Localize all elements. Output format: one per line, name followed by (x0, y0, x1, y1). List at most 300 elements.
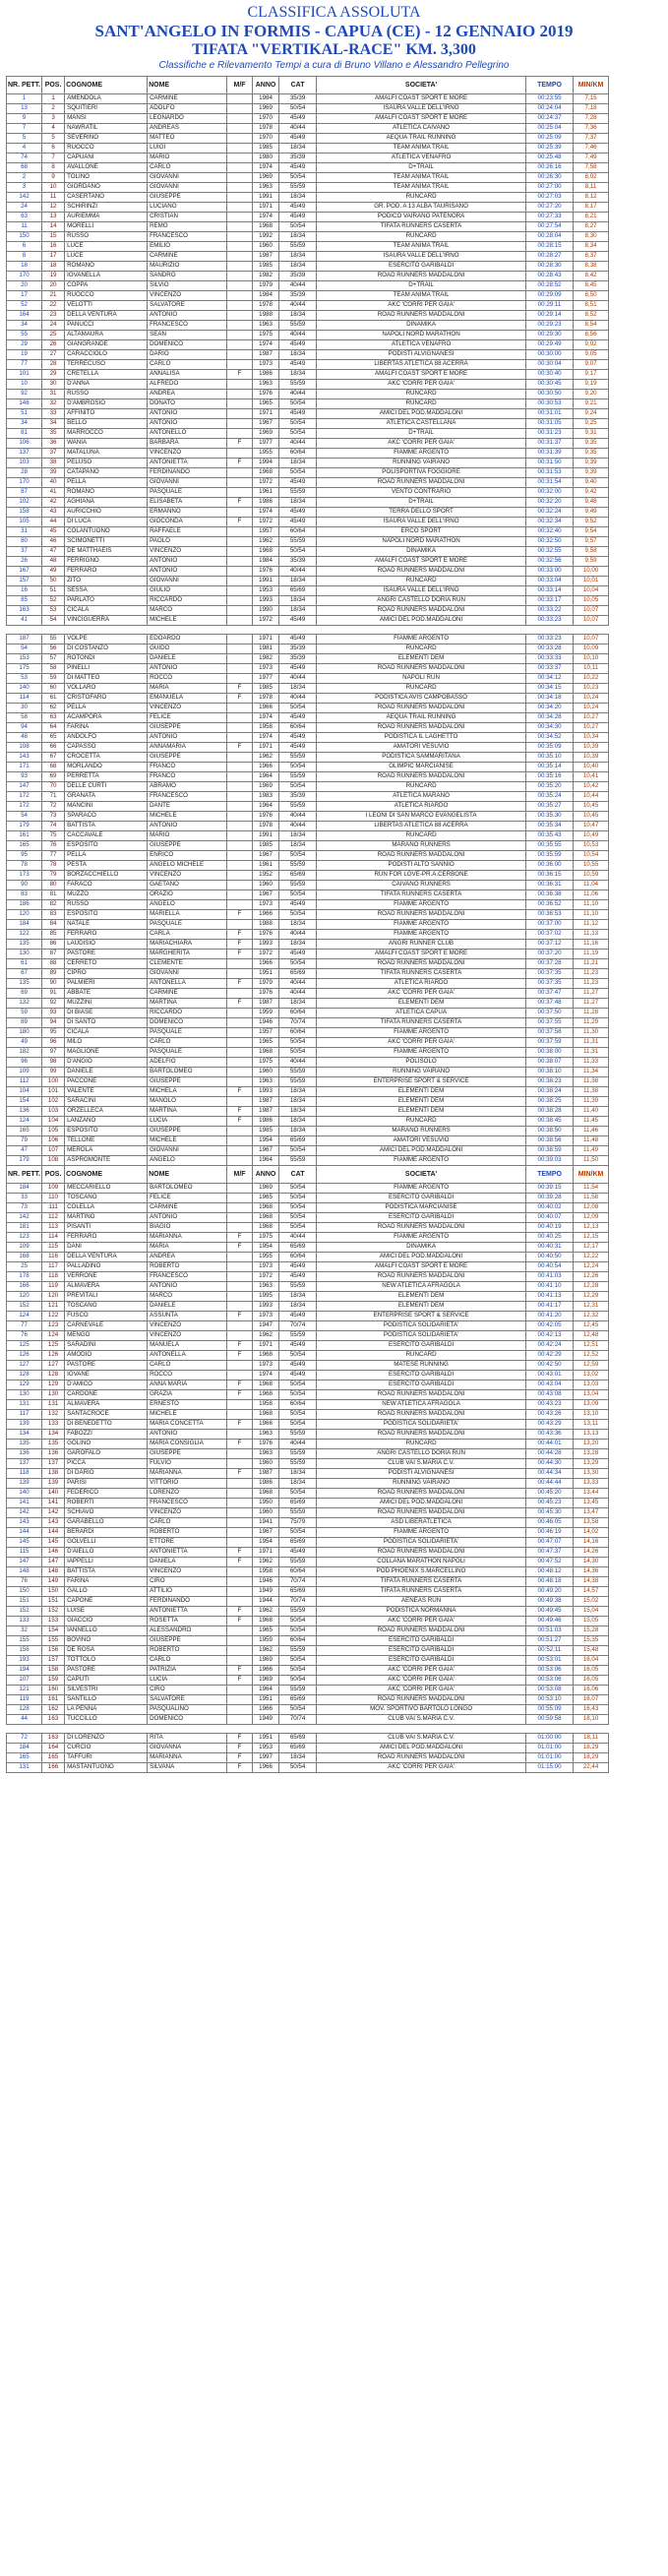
cell-anno: 1966 (253, 1705, 279, 1715)
cell-minkm: 9,20 (574, 390, 609, 399)
table-row (7, 979, 609, 989)
cell-pos: 157 (42, 1656, 65, 1666)
cell-cognome: SPARACO (65, 812, 148, 822)
column-header-pos: POS. (42, 1166, 65, 1184)
cell-pos: 35 (42, 429, 65, 439)
cell-cat: 65/69 (279, 1538, 317, 1548)
cell-nr: 146 (7, 399, 42, 409)
cell-societa: AKC 'CORRI PER GAIA' (317, 989, 526, 999)
table-row (7, 989, 609, 999)
cell-mf (227, 900, 253, 910)
cell-anno: 1974 (253, 713, 279, 723)
cell-nome: EMILIO (148, 242, 227, 252)
table-row (7, 704, 609, 713)
cell-anno: 1958 (253, 723, 279, 733)
cell-societa: PODICO VAIRANO PATENORA (317, 213, 526, 222)
cell-cat: 50/54 (279, 1666, 317, 1676)
cell-pos: 17 (42, 252, 65, 262)
cell-anno: 1961 (253, 488, 279, 498)
cell-anno: 1974 (253, 163, 279, 173)
cell-cognome: NATALE (65, 920, 148, 930)
cell-tempo: 00:53:06 (526, 1676, 574, 1686)
cell-tempo: 00:43:29 (526, 1420, 574, 1430)
cell-societa: ESERCITO GARIBALDI (317, 1656, 526, 1666)
cell-societa: CLUB VAI S.MARIA C.V. (317, 1459, 526, 1469)
cell-nome: MARIA (148, 684, 227, 694)
cell-cognome: ROMANO (65, 488, 148, 498)
cell-cat: 45/49 (279, 733, 317, 743)
cell-tempo: 00:28:27 (526, 252, 574, 262)
cell-anno: 1941 (253, 1518, 279, 1528)
cell-cognome: CASERTANO (65, 193, 148, 203)
cell-societa: CLUB VAI S.MARIA C.V. (317, 1715, 526, 1725)
cell-mf (227, 301, 253, 311)
table-row (7, 1097, 609, 1107)
cell-minkm: 9,39 (574, 468, 609, 478)
table-row (7, 1558, 609, 1567)
cell-nr: 58 (7, 713, 42, 723)
cell-tempo: 00:27:54 (526, 222, 574, 232)
cell-minkm: 13,58 (574, 1518, 609, 1528)
cell-societa: PODISTICA IL LAGHETTO (317, 733, 526, 743)
cell-pos: 36 (42, 439, 65, 449)
cell-pos: 159 (42, 1676, 65, 1686)
cell-nr: 130 (7, 950, 42, 959)
page-title: CLASSIFICA ASSOLUTA (247, 4, 421, 21)
cell-mf (227, 1705, 253, 1715)
cell-nr: 182 (7, 1048, 42, 1058)
cell-nome: FRANCESCO (148, 321, 227, 331)
cell-cognome: COLELLA (65, 1203, 148, 1213)
cell-minkm: 13,04 (574, 1390, 609, 1400)
cell-societa: TEAM ANIMA TRAIL (317, 173, 526, 183)
cell-societa: ATLETICA CAIVANO (317, 124, 526, 134)
column-header-cat: CAT (279, 77, 317, 94)
cell-societa: ELEMENTI DEM (317, 1292, 526, 1302)
cell-cognome: ROMANO (65, 262, 148, 272)
cell-societa: RUNCARD (317, 782, 526, 792)
cell-societa: AEQUA TRAIL RUNNING (317, 134, 526, 144)
cell-cognome: SCIMONETTI (65, 537, 148, 547)
cell-minkm: 11,16 (574, 940, 609, 950)
cell-mf (227, 654, 253, 664)
cell-nome: GIUSEPPE (148, 1449, 227, 1459)
cell-pos: 86 (42, 940, 65, 950)
cell-cat: 50/54 (279, 429, 317, 439)
cell-minkm: 9,54 (574, 527, 609, 537)
table-row (7, 1077, 609, 1087)
table-row (7, 1440, 609, 1449)
table-row (7, 1018, 609, 1028)
cell-anno: 1965 (253, 1194, 279, 1203)
cell-minkm: 12,08 (574, 1203, 609, 1213)
table-row (7, 104, 609, 114)
cell-nr: 76 (7, 1331, 42, 1341)
cell-minkm: 12,32 (574, 1312, 609, 1321)
cell-tempo: 00:28:04 (526, 232, 574, 242)
cell-societa: RUNCARD (317, 644, 526, 654)
cell-cat: 45/49 (279, 713, 317, 723)
cell-nr: 109 (7, 1068, 42, 1077)
cell-tempo: 00:43:01 (526, 1371, 574, 1380)
cell-anno: 1958 (253, 1400, 279, 1410)
cell-anno: 1995 (253, 1292, 279, 1302)
table-row (7, 409, 609, 419)
cell-cognome: TAFFURI (65, 1753, 148, 1763)
cell-societa: TEAM ANIMA TRAIL (317, 183, 526, 193)
cell-societa: ESERCITO GARIBALDI (317, 1636, 526, 1646)
cell-societa: TERRA DELLO SPORT (317, 508, 526, 518)
cell-anno: 1971 (253, 743, 279, 753)
cell-pos: 94 (42, 1018, 65, 1028)
cell-minkm: 13,20 (574, 1440, 609, 1449)
table-row (7, 890, 609, 900)
cell-anno: 1960 (253, 1068, 279, 1077)
cell-minkm: 10,10 (574, 654, 609, 664)
cell-cat: 45/49 (279, 1262, 317, 1272)
cell-tempo: 00:36:52 (526, 900, 574, 910)
cell-cat: 18/34 (279, 459, 317, 468)
cell-cat: 45/49 (279, 900, 317, 910)
cell-cognome: GOLVELLI (65, 1538, 148, 1548)
cell-nome: MICHELE (148, 812, 227, 822)
cell-minkm: 12,31 (574, 1302, 609, 1312)
cell-minkm: 10,05 (574, 596, 609, 606)
cell-societa: ROAD RUNNERS MADDALONI (317, 723, 526, 733)
cell-societa: ROAD RUNNERS MADDALONI (317, 910, 526, 920)
cell-cognome: LUISE (65, 1607, 148, 1617)
cell-nome: VINCENZO (148, 1331, 227, 1341)
cell-tempo: 00:42:24 (526, 1341, 574, 1351)
cell-nome: BARBARA (148, 439, 227, 449)
table-row (7, 1459, 609, 1469)
cell-cat: 18/34 (279, 350, 317, 360)
cell-tempo: 00:31:37 (526, 439, 574, 449)
cell-societa: AKC 'CORRI PER GAIA' (317, 439, 526, 449)
cell-nome: ANTONIO (148, 664, 227, 674)
cell-minkm: 8,27 (574, 222, 609, 232)
cell-cognome: FARACO (65, 881, 148, 890)
cell-cognome: RUSSO (65, 232, 148, 242)
cell-tempo: 00:48:18 (526, 1577, 574, 1587)
cell-cat: 35/39 (279, 644, 317, 654)
cell-societa: ATLETICA VENAFRO (317, 340, 526, 350)
cell-pos: 164 (42, 1744, 65, 1753)
cell-cat: 50/54 (279, 1038, 317, 1048)
cell-pos: 163 (42, 1734, 65, 1744)
cell-cognome: COPPA (65, 281, 148, 291)
table-row (7, 1636, 609, 1646)
cell-minkm: 9,48 (574, 498, 609, 508)
cell-minkm: 11,45 (574, 1117, 609, 1127)
cell-societa: ROAD RUNNERS MADDALONI (317, 1410, 526, 1420)
cell-cat: 55/59 (279, 1558, 317, 1567)
cell-minkm: 10,54 (574, 851, 609, 861)
cell-anno: 1985 (253, 841, 279, 851)
cell-anno: 1972 (253, 478, 279, 488)
cell-nome: GUIDO (148, 644, 227, 654)
column-header-nome: NOME (148, 77, 227, 94)
table-row (7, 1331, 609, 1341)
cell-cat: 50/54 (279, 1528, 317, 1538)
cell-tempo: 00:33:28 (526, 644, 574, 654)
table-row (7, 1048, 609, 1058)
cell-pos: 19 (42, 272, 65, 281)
cell-mf (227, 390, 253, 399)
cell-minkm: 11,06 (574, 890, 609, 900)
cell-minkm: 13,13 (574, 1430, 609, 1440)
cell-pos: 33 (42, 409, 65, 419)
cell-tempo: 00:43:23 (526, 1400, 574, 1410)
table-row (7, 1686, 609, 1695)
cell-nome: ANDREA (148, 390, 227, 399)
column-header-tempo: TEMPO (526, 77, 574, 94)
cell-cognome: MATALUNA (65, 449, 148, 459)
cell-minkm: 8,21 (574, 213, 609, 222)
cell-cognome: SCHIAVO (65, 1508, 148, 1518)
cell-nome: LUCIANO (148, 203, 227, 213)
cell-cognome: FERRARO (65, 1233, 148, 1243)
cell-pos: 93 (42, 1009, 65, 1018)
cell-minkm: 9,02 (574, 340, 609, 350)
cell-mf (227, 1538, 253, 1548)
cell-nr: 184 (7, 920, 42, 930)
cell-mf (227, 409, 253, 419)
cell-tempo: 00:41:13 (526, 1292, 574, 1302)
column-header-minkm: MIN/KM (574, 77, 609, 94)
cell-nr: 103 (7, 459, 42, 468)
cell-nome: GRAZIA (148, 1390, 227, 1400)
cell-mf (227, 1203, 253, 1213)
cell-mf: F (227, 1087, 253, 1097)
cell-pos: 24 (42, 321, 65, 331)
cell-cognome: BELLO (65, 419, 148, 429)
cell-nr: 153 (7, 654, 42, 664)
cell-nr: 152 (7, 1607, 42, 1617)
cell-societa: FIAMME ARGENTO (317, 1184, 526, 1194)
cell-pos: 91 (42, 989, 65, 999)
cell-pos: 79 (42, 871, 65, 881)
cell-cognome: GAROFALO (65, 1449, 148, 1459)
cell-minkm: 8,51 (574, 301, 609, 311)
cell-minkm: 12,59 (574, 1361, 609, 1371)
cell-cognome: DI MATTEO (65, 674, 148, 684)
cell-minkm: 8,11 (574, 183, 609, 193)
cell-societa: ESERCITO GARIBALDI (317, 1341, 526, 1351)
cell-cat: 50/54 (279, 1351, 317, 1361)
cell-mf (227, 1097, 253, 1107)
cell-nome: CARMINE (148, 252, 227, 262)
cell-nr: 142 (7, 1213, 42, 1223)
cell-nr: 143 (7, 753, 42, 763)
cell-minkm: 8,45 (574, 281, 609, 291)
cell-societa: PODISTICA NORMANNA (317, 1607, 526, 1617)
cell-mf (227, 861, 253, 871)
cell-mf (227, 1156, 253, 1166)
table-row (7, 772, 609, 782)
table-row (7, 959, 609, 969)
cell-nome: MARCO (148, 1292, 227, 1302)
cell-anno: 1978 (253, 124, 279, 134)
cell-minkm: 14,38 (574, 1577, 609, 1587)
cell-cognome: PALLADINO (65, 1262, 148, 1272)
cell-cognome: ALMAVERA (65, 1400, 148, 1410)
cell-anno: 1962 (253, 1607, 279, 1617)
table-row (7, 1499, 609, 1508)
cell-mf (227, 1567, 253, 1577)
cell-societa: AMALFI COAST SPORT E MORE (317, 114, 526, 124)
cell-cognome: MEROLA (65, 1146, 148, 1156)
cell-cat: 45/49 (279, 508, 317, 518)
cell-tempo: 00:34:28 (526, 713, 574, 723)
cell-societa: PODISTICA SOLIDARIETA' (317, 1321, 526, 1331)
table-row (7, 1028, 609, 1038)
cell-nr: 20 (7, 281, 42, 291)
cell-pos: 20 (42, 281, 65, 291)
cell-pos: 45 (42, 527, 65, 537)
cell-cat: 55/59 (279, 321, 317, 331)
cell-anno: 1960 (253, 242, 279, 252)
cell-cognome: D'AIELLO (65, 1548, 148, 1558)
cell-minkm: 9,05 (574, 350, 609, 360)
cell-pos: 160 (42, 1686, 65, 1695)
cell-societa: FIAMME ARGENTO (317, 1156, 526, 1166)
cell-minkm: 13,44 (574, 1489, 609, 1499)
cell-minkm: 10,04 (574, 586, 609, 596)
cell-minkm: 8,37 (574, 252, 609, 262)
cell-minkm: 11,46 (574, 1127, 609, 1136)
cell-cat: 18/34 (279, 1117, 317, 1127)
cell-cognome: MORLANDO (65, 763, 148, 772)
cell-minkm: 12,28 (574, 1282, 609, 1292)
table-row (7, 1479, 609, 1489)
cell-nome: ENRICO (148, 851, 227, 861)
cell-minkm: 10,09 (574, 644, 609, 654)
cell-cognome: COLANTUONO (65, 527, 148, 537)
cell-societa: D+TRAIL (317, 429, 526, 439)
cell-cognome: DI SANTO (65, 1018, 148, 1028)
cell-cat: 55/59 (279, 753, 317, 763)
cell-cat: 60/64 (279, 1567, 317, 1577)
cell-cognome: ESPOSITO (65, 1127, 148, 1136)
cell-pos: 69 (42, 772, 65, 782)
cell-tempo: 00:38:24 (526, 1087, 574, 1097)
cell-cognome: FERRIGNO (65, 557, 148, 567)
cell-cat: 45/49 (279, 1361, 317, 1371)
cell-tempo: 00:30:04 (526, 360, 574, 370)
cell-nr: 157 (7, 577, 42, 586)
cell-minkm: 15,48 (574, 1646, 609, 1656)
cell-nr: 53 (7, 674, 42, 684)
cell-anno: 1993 (253, 1087, 279, 1097)
cell-societa: AMALFI COAST SPORT E MORE (317, 1262, 526, 1272)
column-header-minkm: MIN/KM (574, 1166, 609, 1184)
cell-nr: 184 (7, 1184, 42, 1194)
cell-societa: ESERCITO GARIBALDI (317, 1371, 526, 1380)
cell-cat: 50/54 (279, 1146, 317, 1156)
cell-minkm: 16,05 (574, 1666, 609, 1676)
cell-anno: 1949 (253, 1587, 279, 1597)
cell-mf (227, 478, 253, 488)
table-header-row (7, 77, 609, 94)
cell-societa: NEW ATLETICA AFRAGOLA (317, 1400, 526, 1410)
cell-nr: 81 (7, 429, 42, 439)
table-row (7, 822, 609, 831)
cell-mf (227, 321, 253, 331)
cell-minkm: 11,40 (574, 1107, 609, 1117)
cell-tempo: 00:36:53 (526, 910, 574, 920)
cell-minkm: 14,16 (574, 1538, 609, 1548)
cell-cat: 60/64 (279, 1400, 317, 1410)
event-location-date: SANT'ANGELO IN FORMIS - CAPUA (CE) - 12 GENNAIO 2019 (94, 22, 574, 40)
cell-mf (227, 173, 253, 183)
cell-nome: ANTONIO (148, 822, 227, 831)
cell-pos: 163 (42, 1715, 65, 1725)
cell-tempo: 00:37:35 (526, 979, 574, 989)
cell-nome: SILVANA (148, 1763, 227, 1773)
cell-cognome: VERRONE (65, 1272, 148, 1282)
cell-societa: FIAMME ARGENTO (317, 1048, 526, 1058)
cell-mf (227, 616, 253, 626)
cell-tempo: 00:27:20 (526, 203, 574, 213)
cell-societa: TIFATA RUNNERS CASERTA (317, 890, 526, 900)
cell-nome: ANTONIO (148, 557, 227, 567)
cell-pos: 98 (42, 1058, 65, 1068)
cell-cat: 40/44 (279, 930, 317, 940)
cell-mf (227, 1528, 253, 1538)
column-header-societa: SOCIETA' (317, 77, 526, 94)
cell-mf (227, 291, 253, 301)
cell-anno: 1962 (253, 1558, 279, 1567)
cell-cognome: MARTINO (65, 1213, 148, 1223)
cell-pos: 141 (42, 1499, 65, 1508)
cell-societa: NAPOLI NORD MARATHON (317, 537, 526, 547)
cell-tempo: 00:46:05 (526, 1518, 574, 1528)
cell-mf (227, 1636, 253, 1646)
cell-pos: 11 (42, 193, 65, 203)
cell-nome: ABRAMO (148, 782, 227, 792)
cell-anno: 1964 (253, 1156, 279, 1166)
cell-cat: 55/59 (279, 1077, 317, 1087)
cell-societa: AEQUA TRAIL RUNNING (317, 713, 526, 723)
cell-nr: 69 (7, 989, 42, 999)
cell-anno: 1968 (253, 1213, 279, 1223)
cell-anno: 1971 (253, 203, 279, 213)
cell-nome: MAURIZIO (148, 262, 227, 272)
cell-societa: PODISTICA MARCIANISE (317, 1203, 526, 1213)
cell-tempo: 00:37:28 (526, 959, 574, 969)
cell-minkm: 11,31 (574, 1048, 609, 1058)
cell-nr: 94 (7, 723, 42, 733)
cell-tempo: 00:33:23 (526, 635, 574, 644)
cell-nome: MARIANNA (148, 1469, 227, 1479)
cell-nome: GIUSEPPE (148, 193, 227, 203)
table-row (7, 910, 609, 920)
cell-minkm: 9,25 (574, 419, 609, 429)
cell-mf (227, 104, 253, 114)
cell-societa: COLLANA MARATHON NAPOLI (317, 1558, 526, 1567)
table-row (7, 763, 609, 772)
cell-anno: 1984 (253, 94, 279, 104)
cell-nome: ANGELO (148, 900, 227, 910)
cell-cat: 50/54 (279, 1489, 317, 1499)
cell-minkm: 10,49 (574, 831, 609, 841)
cell-mf (227, 772, 253, 782)
cell-nr: 170 (7, 272, 42, 281)
cell-cognome: LUCE (65, 252, 148, 262)
cell-tempo: 00:31:50 (526, 459, 574, 468)
cell-cognome: DELLA VENTURA (65, 1253, 148, 1262)
